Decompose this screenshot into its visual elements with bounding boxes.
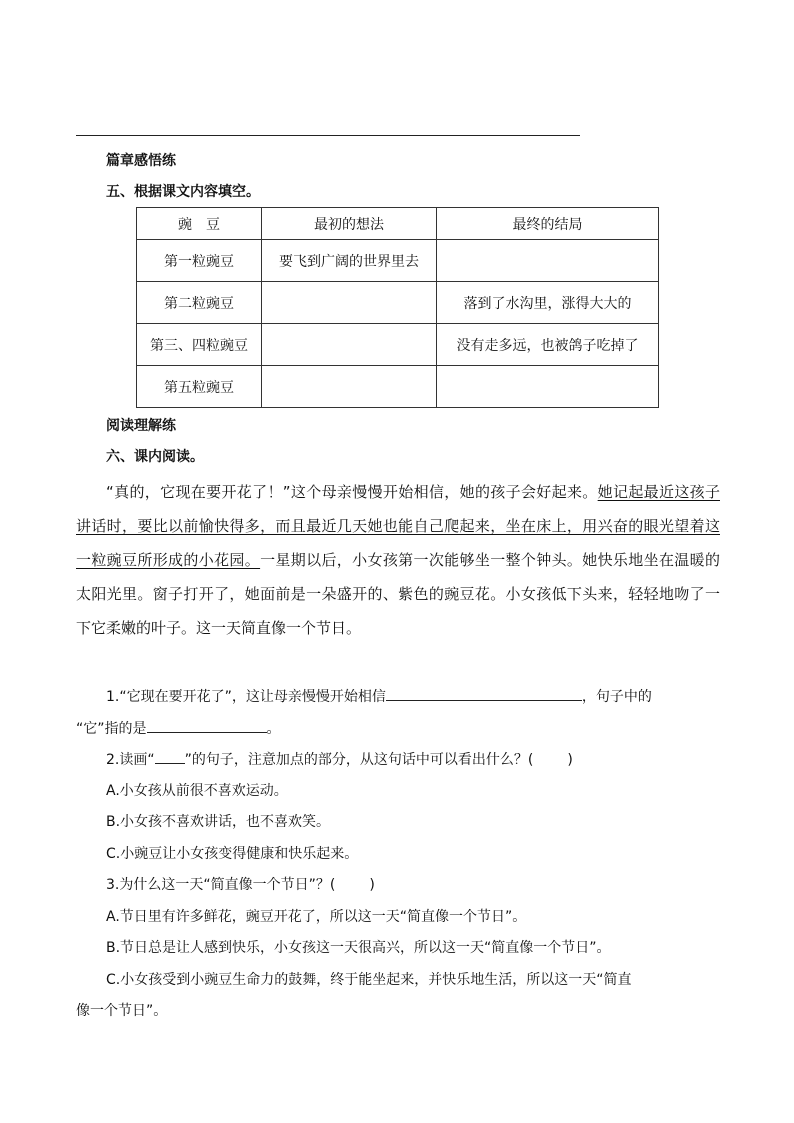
option-3a: A.节日里有许多鲜花，豌豆开花了，所以这一天“简直像一个节日”。	[106, 909, 527, 925]
question-3: 3.为什么这一天“简直像一个节日”？( )	[106, 877, 375, 893]
table-cell: 没有走多远，也被鸽子吃掉了	[437, 324, 659, 366]
question-5-title: 五、根据课文内容填空。	[106, 184, 260, 200]
pea-table	[136, 207, 659, 408]
answer-blank[interactable]	[386, 685, 582, 701]
underline-mark	[155, 748, 185, 764]
table-header-row	[137, 208, 659, 240]
option-2c: C.小豌豆让小女孩变得健康和快乐起来。	[106, 846, 359, 862]
table-cell: 落到了水沟里，涨得大大的	[437, 282, 659, 324]
answer-cell[interactable]	[262, 324, 437, 366]
table-row	[137, 324, 659, 366]
option-3c-cont: 像一个节日”。	[76, 1003, 168, 1019]
reading-passage	[76, 475, 720, 645]
option-2b: B.小女孩不喜欢讲话，也不喜欢笑。	[106, 814, 331, 830]
question-1: 1.“它现在要开花了”，这让母亲慢慢开始相信 ，句子中的	[106, 685, 652, 706]
table-header-pea: 豌 豆	[137, 208, 262, 240]
answer-cell[interactable]	[437, 366, 659, 408]
option-3c: C.小女孩受到小豌豆生命力的鼓舞，终于能坐起来，并快乐地生活，所以这一天“简直	[106, 972, 632, 988]
question-2: 2.读画“ ”的句子，注意加点的部分，从这句话中可以看出什么？( )	[106, 748, 573, 769]
table-row	[137, 366, 659, 408]
table-row	[137, 240, 659, 282]
top-rule	[76, 135, 580, 136]
table-header-final-outcome: 最终的结局	[437, 208, 659, 240]
table-cell: 要飞到广阔的世界里去	[262, 240, 437, 282]
passage-text: “真的，它现在要开花了！”这个母亲慢慢开始相信，她的孩子会好起来。	[106, 483, 598, 501]
table-cell: 第五粒豌豆	[137, 366, 262, 408]
question-1-cont: “它”指的是 。	[76, 717, 281, 738]
option-3b: B.节日总是让人感到快乐，小女孩这一天很高兴，所以这一天“简直像一个节日”。	[106, 940, 611, 956]
section-heading-pianzhang: 篇章感悟练	[106, 153, 176, 169]
table-cell: 第二粒豌豆	[137, 282, 262, 324]
answer-cell[interactable]	[437, 240, 659, 282]
passage-underlined-sentence: 她记起最近这孩子讲话时，要比以前愉快得多，而且最近几天她也能自己爬起来，坐在床上，用兴奋的眼光望着这一粒豌豆所形成的小花园。	[76, 483, 720, 569]
table-row	[137, 282, 659, 324]
question-6-title: 六、课内阅读。	[106, 449, 204, 465]
answer-cell[interactable]	[262, 282, 437, 324]
answer-blank[interactable]	[147, 717, 267, 733]
table-cell: 第三、四粒豌豆	[137, 324, 262, 366]
option-2a: A.小女孩从前很不喜欢运动。	[106, 783, 288, 799]
answer-cell[interactable]	[262, 366, 437, 408]
table-header-initial-idea: 最初的想法	[262, 208, 437, 240]
table-cell: 第一粒豌豆	[137, 240, 262, 282]
section-heading-yuedu: 阅读理解练	[106, 418, 176, 434]
passage-text: 一星期以后，小女孩第一次能够坐一整个钟头。她快乐地坐在温暖的太阳光里。窗子打开了，她面前是一朵盛开的、紫色的豌豆花。小女孩低下头来，轻轻地吻了一下它柔嫩的叶子。这一天简直像一个节日。	[76, 551, 720, 637]
